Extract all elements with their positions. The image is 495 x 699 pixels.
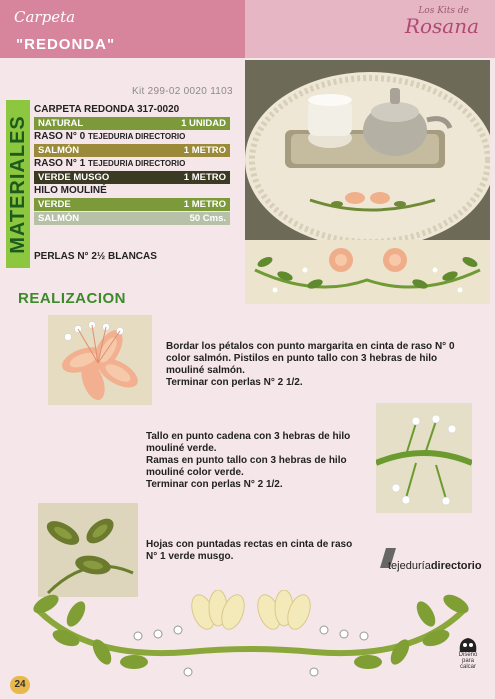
leaf-stitch-photo — [38, 503, 138, 597]
flower-stitch-photo — [48, 315, 152, 405]
design-credit: Diseño para calcar — [458, 652, 478, 670]
stem-stitch-photo — [376, 403, 472, 513]
tejeduria-logo: tejeduríadirectorio — [388, 560, 482, 572]
perlas-text: PERLAS N° 2½ BLANCAS — [34, 251, 157, 262]
kit-code: Kit 299-02 0020 1103 — [132, 86, 233, 97]
materials-label: MATERIALES — [6, 114, 29, 254]
materials-list — [34, 104, 230, 226]
material-row: SALMÓN 50 Cms. — [34, 212, 230, 225]
embroidery-pattern-drawing — [28, 590, 474, 680]
step-instructions: Hojas con puntadas rectas en cinta de raso N° 1 verde musgo. — [146, 539, 353, 562]
brand-name: Rosana — [404, 14, 479, 38]
material-row: NATURAL 1 UNIDAD — [34, 117, 230, 130]
step-instructions: Bordar los pétalos con punto margarita en cinta de raso N° 0 color salmón. Pistilos en punto tallo con 3 hebras de hilo mouliné salmón. Terminar con perlas N° 2 1/2. — [166, 341, 455, 388]
material-row: VERDE MUSGO 1 METRO — [34, 171, 230, 184]
material-row: SALMÓN 1 METRO — [34, 144, 230, 157]
page-number: 24 — [10, 676, 30, 694]
section-heading: REALIZACION — [18, 290, 126, 307]
embroidery-detail-photo — [245, 240, 490, 304]
material-row: VERDE 1 METRO — [34, 198, 230, 211]
page-title: "REDONDA" — [16, 36, 116, 53]
material-heading: RASO N° 1 TEJEDURIA DIRECTORIO — [34, 158, 186, 169]
section-label: Carpeta — [14, 8, 76, 26]
brand-prefix: Los Kits de — [418, 6, 469, 16]
material-heading: HILO MOULINÉ — [34, 185, 107, 196]
material-heading: CARPETA REDONDA 317-0020 — [34, 104, 180, 115]
step-instructions: Tallo en punto cadena con 3 hebras de hilo mouliné verde. Ramas en punto tallo con 3 hebras de hilo mouliné color verde. Terminar con perlas N° 2 1/2. — [146, 431, 351, 490]
doily-tea-set-photo — [245, 60, 490, 240]
material-heading: RASO N° 0 TEJEDURIA DIRECTORIO — [34, 131, 186, 142]
